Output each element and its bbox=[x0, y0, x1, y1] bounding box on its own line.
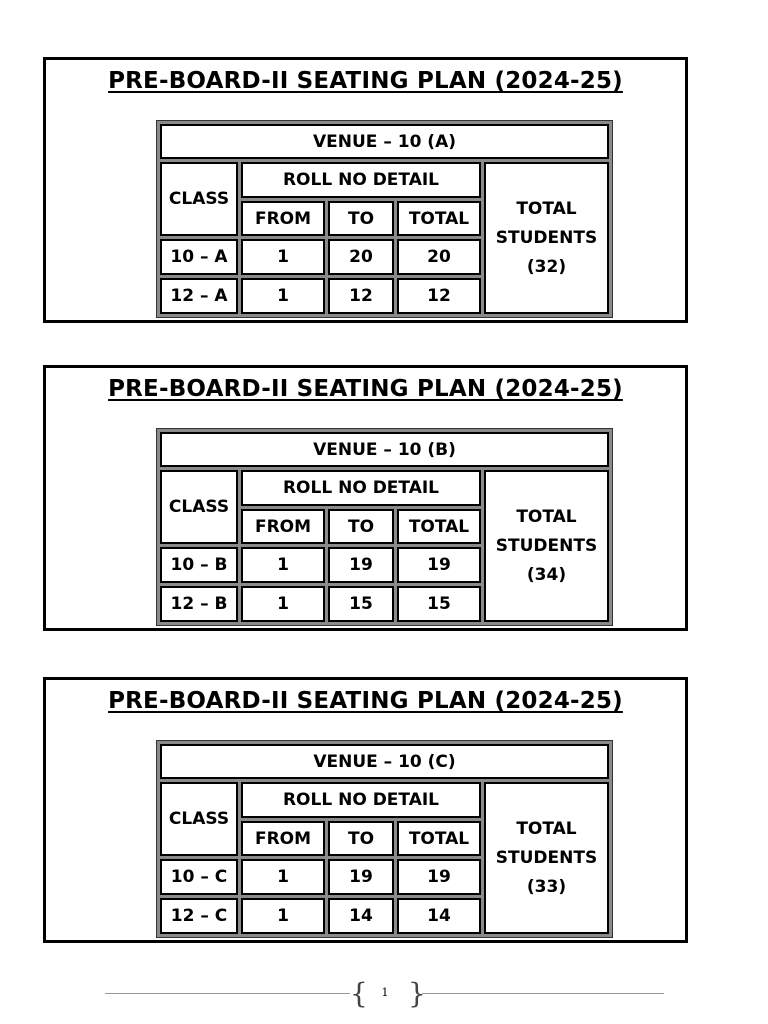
from-header: FROM bbox=[241, 201, 325, 236]
footer-brace-left: { bbox=[350, 977, 368, 1010]
venue-header: VENUE – 10 (A) bbox=[160, 124, 609, 159]
from-header: FROM bbox=[241, 509, 325, 544]
from-cell: 1 bbox=[241, 278, 325, 314]
class-header: CLASS bbox=[160, 782, 238, 856]
total-students-label: TOTAL STUDENTS bbox=[495, 198, 598, 248]
to-cell: 20 bbox=[328, 239, 394, 275]
total-students-cell bbox=[484, 782, 609, 934]
total-header: TOTAL bbox=[397, 509, 481, 544]
from-cell: 1 bbox=[241, 547, 325, 583]
footer-brace-right: } bbox=[408, 977, 426, 1010]
seating-plan-card-c bbox=[43, 677, 688, 943]
from-cell: 1 bbox=[241, 898, 325, 934]
venue-header: VENUE – 10 (C) bbox=[160, 744, 609, 779]
total-header: TOTAL bbox=[397, 821, 481, 856]
total-students-cell bbox=[484, 162, 609, 314]
to-cell: 19 bbox=[328, 547, 394, 583]
total-cell: 20 bbox=[397, 239, 481, 275]
class-cell: 10 – B bbox=[160, 547, 238, 583]
to-header: TO bbox=[328, 509, 394, 544]
footer-rule-left bbox=[105, 993, 350, 994]
plan-title: PRE-BOARD-II SEATING PLAN (2024-25) bbox=[108, 376, 623, 402]
page-number: 1 bbox=[381, 986, 389, 999]
to-cell: 14 bbox=[328, 898, 394, 934]
seating-table bbox=[156, 428, 613, 626]
from-cell: 1 bbox=[241, 859, 325, 895]
total-students-label: TOTAL STUDENTS bbox=[495, 818, 598, 868]
from-cell: 1 bbox=[241, 586, 325, 622]
total-students-value: (33) bbox=[526, 876, 567, 897]
roll-no-header: ROLL NO DETAIL bbox=[241, 470, 481, 506]
to-cell: 15 bbox=[328, 586, 394, 622]
seating-table bbox=[156, 740, 613, 938]
to-cell: 12 bbox=[328, 278, 394, 314]
plan-title: PRE-BOARD-II SEATING PLAN (2024-25) bbox=[108, 688, 623, 714]
total-cell: 12 bbox=[397, 278, 481, 314]
plan-title: PRE-BOARD-II SEATING PLAN (2024-25) bbox=[108, 68, 623, 94]
from-header: FROM bbox=[241, 821, 325, 856]
seating-plan-card-a bbox=[43, 57, 688, 323]
footer-rule-right bbox=[422, 993, 664, 994]
to-header: TO bbox=[328, 821, 394, 856]
class-header: CLASS bbox=[160, 470, 238, 544]
total-cell: 14 bbox=[397, 898, 481, 934]
venue-header: VENUE – 10 (B) bbox=[160, 432, 609, 467]
class-header: CLASS bbox=[160, 162, 238, 236]
roll-no-header: ROLL NO DETAIL bbox=[241, 782, 481, 818]
total-cell: 15 bbox=[397, 586, 481, 622]
class-cell: 12 – C bbox=[160, 898, 238, 934]
class-cell: 12 – B bbox=[160, 586, 238, 622]
total-students-cell bbox=[484, 470, 609, 622]
total-students-value: (34) bbox=[526, 564, 567, 585]
to-header: TO bbox=[328, 201, 394, 236]
seating-plan-card-b bbox=[43, 365, 688, 631]
total-students-label: TOTAL STUDENTS bbox=[495, 506, 598, 556]
class-cell: 10 – C bbox=[160, 859, 238, 895]
total-cell: 19 bbox=[397, 547, 481, 583]
total-header: TOTAL bbox=[397, 201, 481, 236]
to-cell: 19 bbox=[328, 859, 394, 895]
total-cell: 19 bbox=[397, 859, 481, 895]
total-students-value: (32) bbox=[526, 256, 567, 277]
seating-table bbox=[156, 120, 613, 318]
roll-no-header: ROLL NO DETAIL bbox=[241, 162, 481, 198]
from-cell: 1 bbox=[241, 239, 325, 275]
class-cell: 12 – A bbox=[160, 278, 238, 314]
class-cell: 10 – A bbox=[160, 239, 238, 275]
